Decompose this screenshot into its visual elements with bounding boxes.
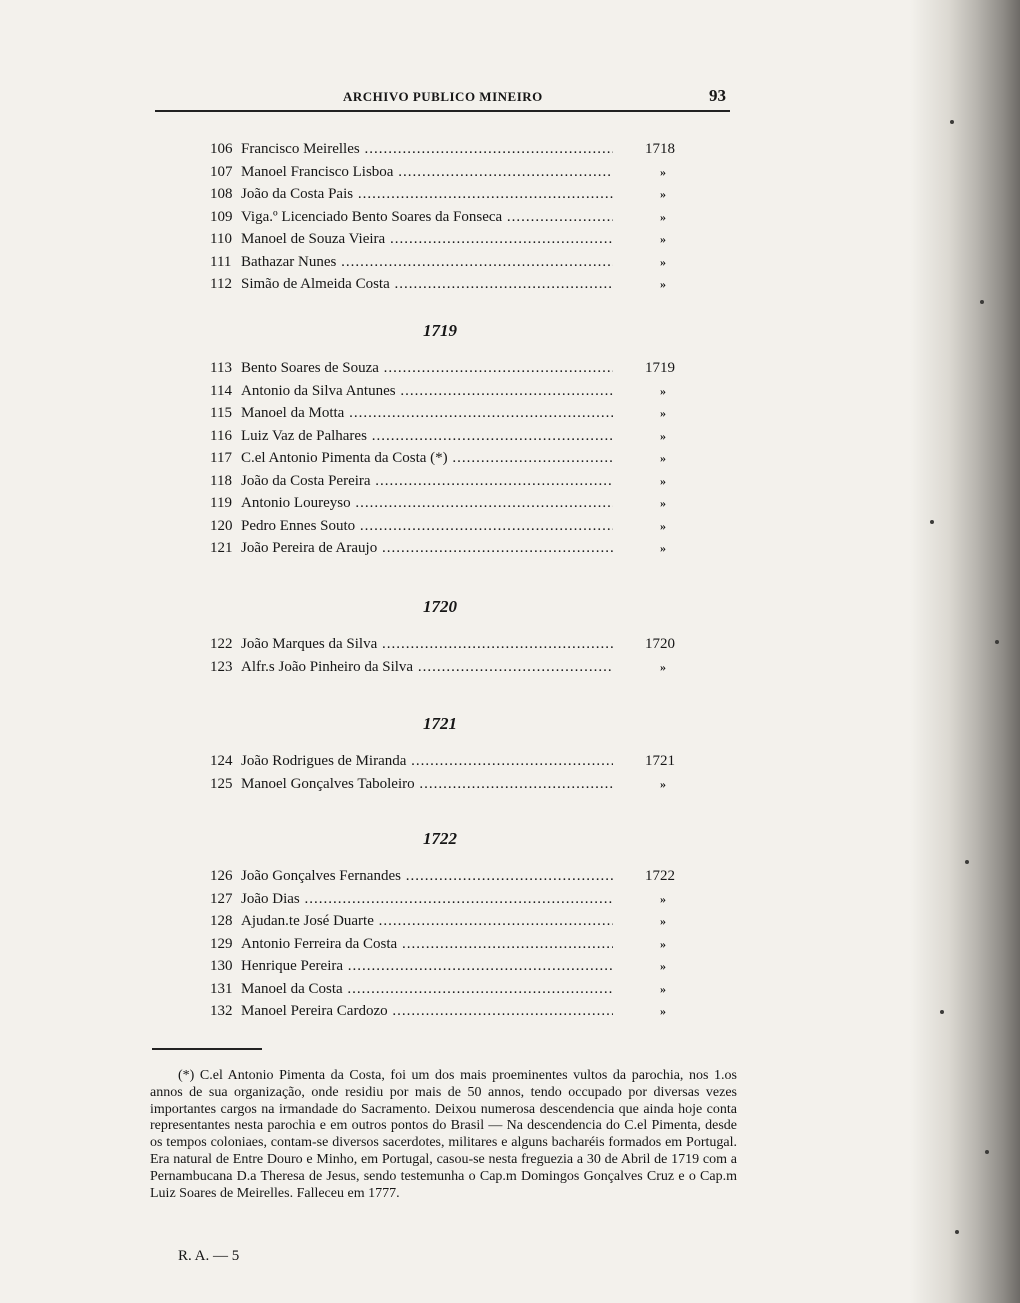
page-edge-shadow — [910, 0, 1020, 1303]
entry-list — [205, 357, 685, 560]
entry-number: 129 — [210, 935, 233, 952]
entry-number: 120 — [210, 517, 233, 534]
scan-speck — [965, 860, 969, 864]
list-item — [205, 978, 685, 1001]
entry-name: Antonio da Silva Antunes ..... — [241, 380, 613, 403]
entry-year: » — [660, 473, 666, 488]
scan-speck — [930, 520, 934, 524]
entry-year: » — [660, 187, 666, 201]
entry-number: 110 — [210, 231, 232, 247]
list-item — [205, 447, 685, 470]
entry-year: 1721 — [645, 753, 675, 769]
entry-number: 127 — [210, 890, 233, 907]
footnote: (*) C.el Antonio Pimenta da Costa, foi um dos mais proeminentes vultos da parochia, nos 1.os annos de sua organização, onde residiu por mais de 50 annos, tendo occupado por diversas vezes importantes cargos na irmandade do Sacramento. Deixou numerosa descendencia que ainda hoje conta representantes nesta parochia e em outros pontos do Brasil — Na descendencia do C.el Pimenta, desde os tempos coloniaes, contam-se diversos sacerdotes, militares e alguns bacharéis formados em Portugal. Era natural de Entre Douro e Minho, em Portugal, casou-se nesta freguezia a 30 de Abril de 1719 com a Pernambucana D.a Theresa de Jesus, sendo testemunha o Cap.m Domingos Gonçalves Cruz e o Cap.m Luiz Soares de Meirelles. Falleceu em 1777. — [150, 1068, 737, 1201]
scan-speck — [950, 120, 954, 124]
entry-list — [205, 865, 685, 1023]
entry-name: Antonio Loureyso ..... — [241, 492, 613, 515]
entry-year: » — [660, 659, 666, 674]
entry-list — [205, 633, 685, 678]
year-heading: 1720 — [423, 597, 457, 616]
entry-number: 107 — [210, 163, 233, 180]
list-item — [205, 470, 685, 493]
entry-list — [205, 750, 685, 795]
entry-number: 117 — [210, 450, 232, 466]
year-heading: 1722 — [423, 829, 457, 848]
entry-name: Alfr.s João Pinheiro da Silva ..... — [241, 656, 613, 679]
list-item — [205, 515, 685, 538]
entry-number: 123 — [210, 658, 233, 675]
entry-year: 1722 — [645, 868, 675, 884]
list-item — [205, 933, 685, 956]
entry-year: » — [660, 383, 666, 398]
list-item — [205, 138, 685, 161]
entry-year: 1719 — [645, 360, 675, 376]
entry-number: 131 — [210, 980, 233, 997]
entry-number: 126 — [210, 868, 233, 884]
entry-year: » — [660, 914, 666, 928]
entry-number: 124 — [210, 753, 233, 769]
list-item — [205, 492, 685, 515]
entry-name: Manoel Gonçalves Taboleiro ..... — [241, 773, 613, 796]
entry-number: 125 — [210, 775, 233, 792]
list-item — [205, 773, 685, 796]
scan-speck — [940, 1010, 944, 1014]
entry-year: » — [660, 1004, 666, 1018]
list-item — [205, 656, 685, 679]
entry-name: João Pereira de Araujo ..... — [241, 537, 613, 560]
list-item — [205, 380, 685, 403]
entry-year: » — [660, 981, 666, 996]
list-item — [205, 910, 685, 933]
entry-year: » — [660, 451, 666, 465]
page-number: 93 — [709, 86, 726, 105]
list-item — [205, 251, 685, 274]
entry-year: » — [660, 959, 666, 973]
list-item — [205, 750, 685, 773]
entry-name: Henrique Pereira ..... — [241, 955, 613, 978]
entry-name: Bathazar Nunes ..... — [241, 251, 613, 274]
entry-name: Manoel da Motta ..... — [241, 402, 613, 425]
entry-name: Bento Soares de Souza ..... — [241, 357, 613, 380]
list-item — [205, 228, 685, 251]
entry-name: Luiz Vaz de Palhares ..... — [241, 425, 613, 448]
entry-year: » — [660, 209, 666, 224]
entry-name: João da Costa Pereira ..... — [241, 470, 613, 493]
list-item — [205, 888, 685, 911]
entry-number: 109 — [210, 208, 233, 225]
entry-name: Viga.º Licenciado Bento Soares da Fonseca ..... — [241, 206, 613, 229]
entry-number: 119 — [210, 495, 232, 511]
list-item — [205, 183, 685, 206]
entry-name: Manoel Francisco Lisboa ..... — [241, 161, 613, 184]
entry-name: Simão de Almeida Costa ..... — [241, 273, 613, 296]
header-rule — [155, 110, 730, 112]
signature-mark: R. A. — 5 — [178, 1248, 240, 1264]
entry-name: João Rodrigues de Miranda ..... — [241, 750, 613, 773]
entry-name: Antonio Ferreira da Costa ..... — [241, 933, 613, 956]
list-item — [205, 402, 685, 425]
entry-name: Manoel de Souza Vieira ..... — [241, 228, 613, 251]
entry-number: 128 — [210, 913, 233, 929]
entry-name: Ajudan.te José Duarte ..... — [241, 910, 613, 933]
running-title: ARCHIVO PUBLICO MINEIRO — [343, 89, 543, 104]
entry-name: João Gonçalves Fernandes ..... — [241, 865, 613, 888]
list-item — [205, 865, 685, 888]
entry-year: 1720 — [645, 636, 675, 652]
list-item — [205, 425, 685, 448]
entry-year: » — [660, 776, 666, 791]
entry-year: » — [660, 936, 666, 951]
list-item — [205, 1000, 685, 1023]
list-item — [205, 633, 685, 656]
entry-number: 108 — [210, 186, 233, 202]
year-heading: 1719 — [423, 321, 457, 340]
entry-name: João Marques da Silva ..... — [241, 633, 613, 656]
scan-speck — [980, 300, 984, 304]
entry-name: Pedro Ennes Souto ..... — [241, 515, 613, 538]
entry-name: Manoel da Costa ..... — [241, 978, 613, 1001]
entry-year: » — [660, 254, 666, 269]
entry-number: 118 — [210, 472, 232, 489]
entry-year: » — [660, 232, 666, 246]
entry-number: 115 — [210, 405, 232, 421]
list-item — [205, 537, 685, 560]
entry-year: » — [660, 277, 666, 291]
scan-speck — [955, 1230, 959, 1234]
list-item — [205, 206, 685, 229]
entry-number: 111 — [210, 253, 232, 270]
entry-number: 113 — [210, 360, 232, 376]
entry-number: 130 — [210, 958, 233, 974]
entry-name: C.el Antonio Pimenta da Costa (*) ..... — [241, 447, 613, 470]
entry-year: » — [660, 518, 666, 533]
page-header — [155, 86, 730, 110]
scan-speck — [985, 1150, 989, 1154]
entry-number: 114 — [210, 382, 232, 399]
entry-name: João da Costa Pais ..... — [241, 183, 613, 206]
entry-name: Francisco Meirelles ..... — [241, 138, 613, 161]
entry-year: » — [660, 428, 666, 443]
entry-number: 116 — [210, 427, 232, 444]
list-item — [205, 161, 685, 184]
entry-year: 1718 — [645, 141, 675, 157]
entry-year: » — [660, 541, 666, 555]
list-item — [205, 357, 685, 380]
entry-year: » — [660, 496, 666, 510]
list-item — [205, 955, 685, 978]
entry-number: 121 — [210, 540, 233, 556]
scan-speck — [995, 640, 999, 644]
entry-number: 122 — [210, 636, 233, 652]
footnote-rule — [152, 1048, 262, 1050]
list-item — [205, 273, 685, 296]
entry-number: 106 — [210, 141, 233, 157]
entry-year: » — [660, 406, 666, 420]
entry-name: João Dias ..... — [241, 888, 613, 911]
entry-number: 132 — [210, 1003, 233, 1019]
entry-year: » — [660, 891, 666, 906]
entry-list — [205, 138, 685, 296]
entry-year: » — [660, 164, 666, 179]
entry-number: 112 — [210, 276, 232, 292]
year-heading: 1721 — [423, 714, 457, 733]
entry-name: Manoel Pereira Cardozo ..... — [241, 1000, 613, 1023]
